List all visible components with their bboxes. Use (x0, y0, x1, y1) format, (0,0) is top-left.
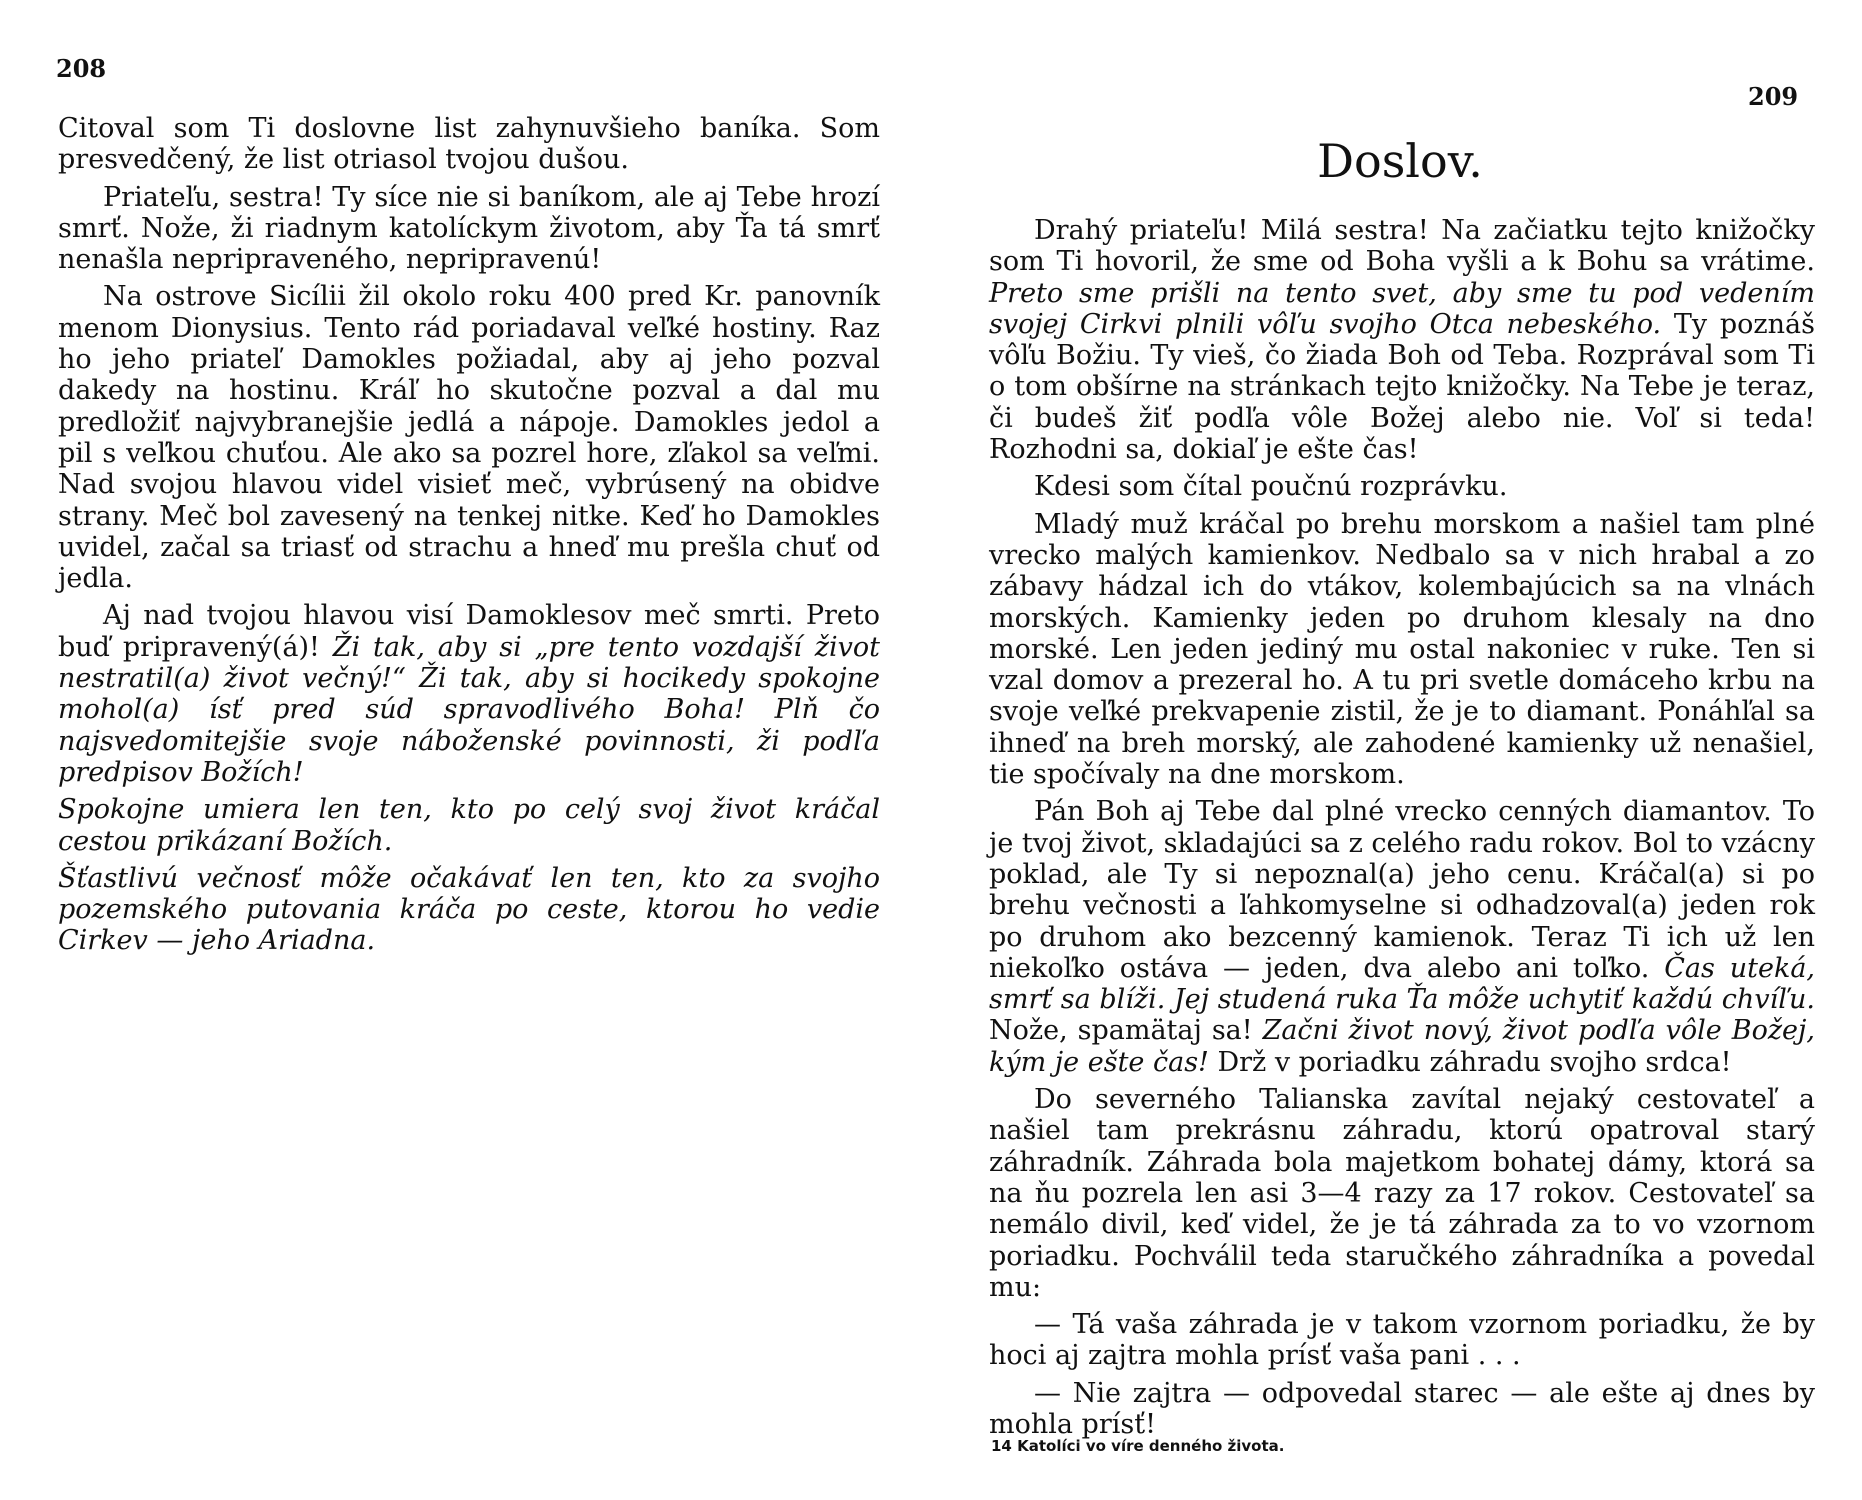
paragraph-text: Drahý priateľu! Milá sestra! Na začiatku tejto knižočky som Ti hovoril, že sme od Boha vyšli a k Bohu sa vrátime. (989, 215, 1815, 278)
paragraph-text: Nože, spamätaj sa! (989, 1015, 1263, 1047)
page-number: 209 (1748, 82, 1799, 111)
right-text-column (989, 215, 1815, 1446)
chapter-title: Doslov. (1317, 134, 1483, 188)
italic-text: Preto sme prišli na tento svet, aby sme tu pod vedením svojej Cirkvi plnili vôľu svojho Otca nebeského. (989, 277, 1815, 340)
paragraph: Mladý muž kráčal po brehu morskom a našiel tam plné vrecko malých kamienkov. Nedbalo sa v nich hrabal a zo zábavy hádzal ich do vtákov, kolembajúcich sa na vlnách morských. Kamienky jeden po druhom klesaly na dno morské. Len jeden jediný mu ostal nakoniec v ruke. Ten si vzal domov a prezeral ho. A tu pri svetle domáceho krbu na svoje veľké prekvapenie zistil, že je to diamant. Ponáhľal sa ihneď na breh morský, ale zahodené kamienky už nenašiel, tie spočívaly na dne morskom. (989, 508, 1815, 791)
paragraph: Priateľu, sestra! Ty síce nie si baníkom, ale aj Tebe hrozí smrť. Nože, ži riadnym katolíckym životom, aby Ťa tá smrť nenašla nepripraveného, nepripravenú! (58, 181, 880, 276)
paragraph: Kdesi som čítal poučnú rozprávku. (1034, 471, 1508, 503)
left-text-column (58, 113, 880, 963)
paragraph-text: Drž v poriadku záhradu svojho srdca! (1208, 1046, 1732, 1078)
italic-paragraph: Šťastlivú večnosť môže očakávať len ten, kto za svojho pozemského putovania kráča po ceste, ktorou ho vedie Cirkev — jeho Ariadna. (58, 862, 880, 957)
signature-footnote: 14 Katolíci vo víre denného života. (991, 1437, 1285, 1455)
italic-text: Ži tak, aby si „pre tento vozdajší život nestratil(a) život večný!“ Ži tak, aby si hocikedy spokojne mohol(a) ísť pred súd spravodlivého Boha! Plň čo najsvedomitejšie svoje náboženské povinnosti, ži podľa predpisov Božích! (58, 631, 881, 788)
paragraph-text: Ty poznáš vôľu Božiu. Ty vieš, čo žiada Boh od Teba. Rozprával som Ti o tom obšírne na stránkach tejto knižočky. Na Tebe je teraz, či budeš žiť podľa vôle Božej alebo nie. Voľ si teda! Rozhodni sa, dokiaľ je ešte čas! (989, 308, 1815, 466)
italic-text: Čas uteká, smrť sa blíži. Jej studená ruka Ťa môže uchytiť každú chvíľu. (989, 952, 1816, 1016)
paragraph-text: Pán Boh aj Tebe dal plné vrecko cenných diamantov. To je tvoj život, skladajúci sa z celého radu rokov. Bol to vzácny poklad, ale Ty si nepoznal(a) jeho cenu. Kráčal(a) si po brehu večnosti a ľahkomyselne si odhadzoval(a) jeden rok po druhom ako bezcenný kamienok. Teraz Ti ich už len niekoľko ostáva — jeden, dva alebo ani toľko. (989, 796, 1815, 984)
paragraph: — Tá vaša záhrada je v takom vzornom poriadku, že by hoci aj zajtra mohla prísť vaša pani . . . (989, 1309, 1815, 1372)
paragraph: Do severného Talianska zavítal nejaký cestovateľ a našiel tam prekrásnu záhradu, ktorú opatroval starý záhradník. Záhrada bola majetkom bohatej dámy, ktorá sa na ňu pozrela len asi 3—4 razy za 17 rokov. Cestovateľ sa nemálo divil, keď videl, že je tá záhrada za to vo vzornom poriadku. Pochválil teda staručkého záhradníka a povedal mu: (989, 1084, 1815, 1303)
paragraph-text: Aj nad tvojou hlavou visí Damoklesov meč smrti. Preto buď pripravený(á)! (58, 600, 880, 663)
paragraph (989, 796, 1815, 1078)
paragraph: Na ostrove Sicílii žil okolo roku 400 pred Kr. panovník menom Dionysius. Tento rád poriadaval veľké hostiny. Raz ho jeho priateľ Damokles požiadal, aby aj jeho pozval dakedy na hostinu. Kráľ ho skutočne pozval a dal mu predložiť najvybranejšie jedlá a nápoje. Damokles jedol a pil s veľkou chuťou. Ale ako sa pozrel hore, zľakol sa veľmi. Nad svojou hlavou videl visieť meč, vybrúsený na obidve strany. Meč bol zavesený na tenkej nitke. Keď ho Damokles uvidel, začal sa triasť od strachu a hneď mu prešla chuť od jedla. (58, 281, 880, 595)
paragraph (989, 215, 1815, 465)
italic-paragraph: Spokojne umiera len ten, kto po celý svoj život kráčal cestou prikázaní Božích. (58, 794, 880, 857)
paragraph: — Nie zajtra — odpovedal starec — ale ešte aj dnes by mohla prísť! (989, 1377, 1815, 1440)
right-page (931, 0, 1862, 1500)
paragraph (58, 600, 880, 788)
page-number: 208 (56, 54, 107, 83)
paragraph: Citoval som Ti doslovne list zahynuvšieho baníka. Som presvedčený, že list otriasol tvojou dušou. (58, 113, 880, 176)
italic-text: Začni život nový, život podľa vôle Božej, kým je ešte čas! (989, 1015, 1815, 1078)
